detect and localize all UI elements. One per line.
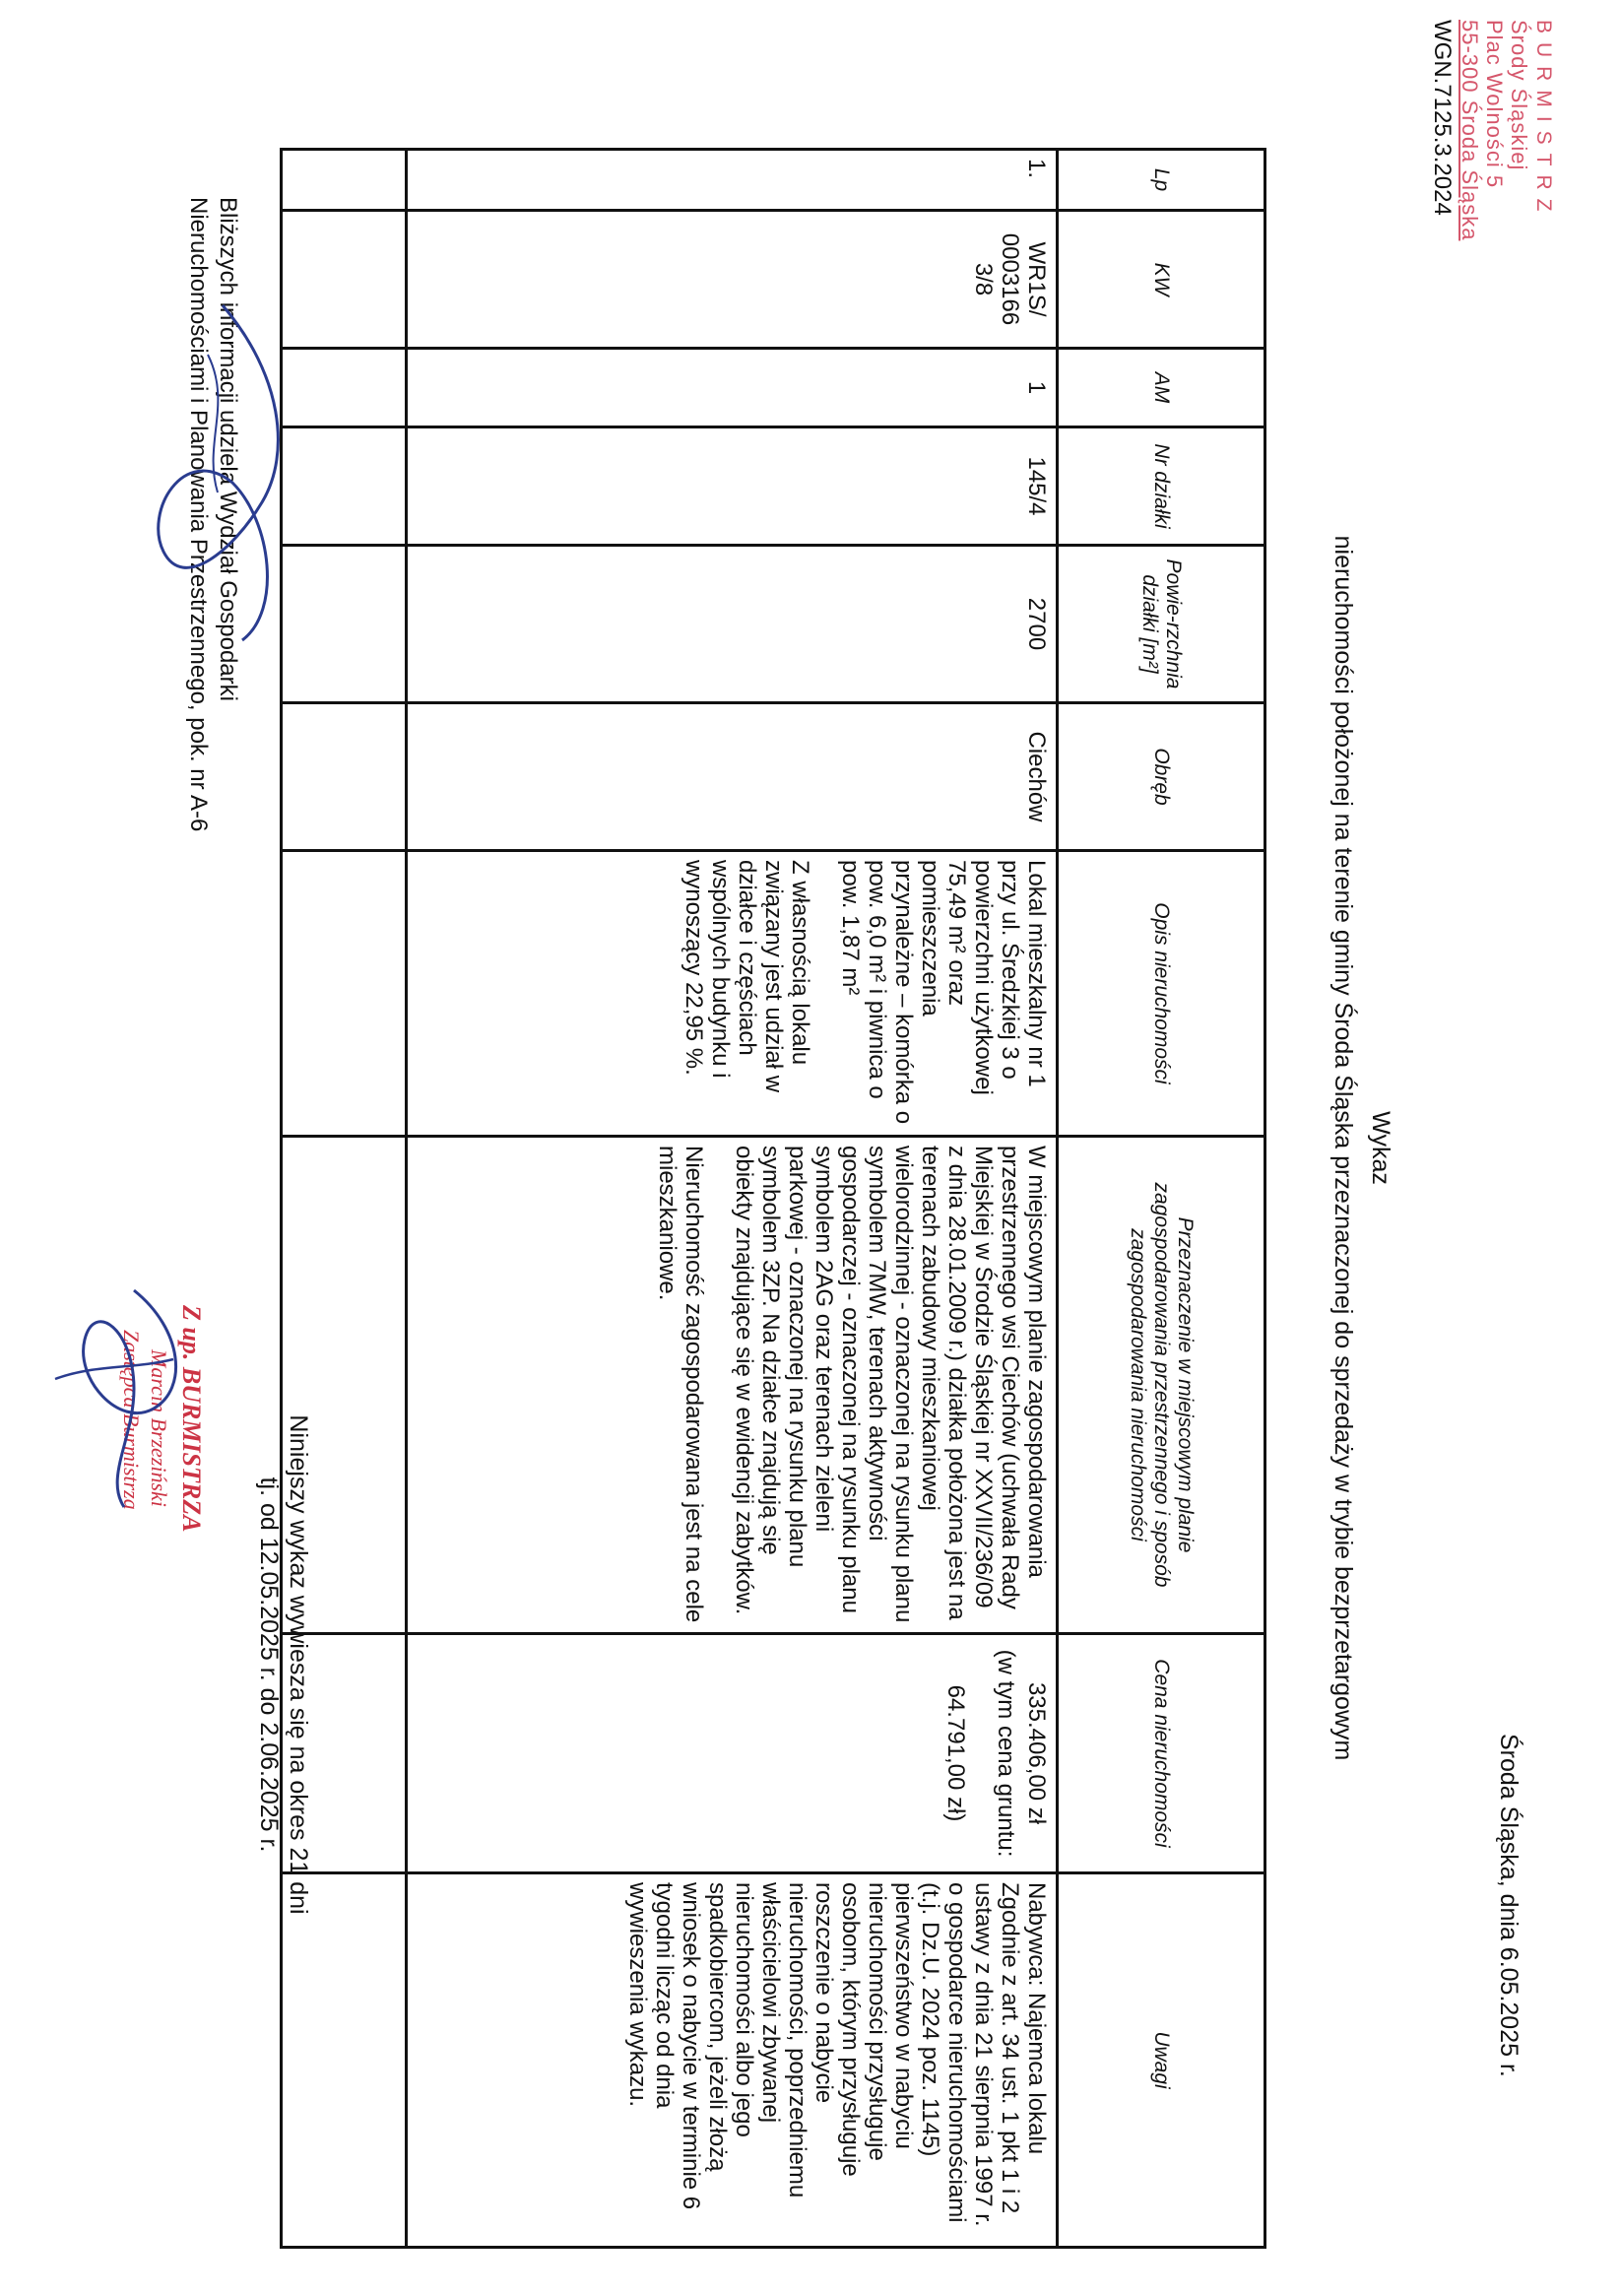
stamp-line-3: Plac Wolności 5 [1482,20,1507,189]
document-subtitle: nieruchomości położonej na terenie gminy Środa Śląska przeznaczonej do sprzedaży w trybie bezprzetargowym [1329,535,1357,1761]
cell-kw: WR1S/ 0003166 3/8 [407,211,1058,349]
cena-note: (w tym cena gruntu: [993,1649,1019,1858]
header-lp: Lp [1058,150,1265,211]
property-table [280,148,1266,2249]
stamp-line-4: 55-300 Środa Śląska [1458,20,1482,241]
opis-paragraph-1: Lokal mieszkalny nr 1 przy ul. Średzkiej 3 o powierzchni użytkowej 75,49 m² oraz pomieszczenia przynależne – komórka o pow. 6,0 m² i piwnica o pow. 1,87 m² [837,860,1050,1125]
handwritten-signature-left [144,295,301,650]
uwagi-text: Nabywca: Najemca lokalu Zgodnie z art. 34 ust. 1 pkt 1 i 2 ustawy z dnia 21 sierpnia 1997 r. o gospodarce nieruchomościami (t.j. Dz.U. 2024 poz. 1145) pierwszeństwo w nabyciu nieruchomości przysługuje osobom, którym przysługuje roszczenie o nabycie nieruchomości, poprzedniemu właścicielowi zbywanej nieruchomości albo jego spadkobiercom, jeżeli złożą wniosek o nabycie w terminie 6 tygodni licząc od dnia wywieszenia wykazu. [624,1882,1050,2227]
cell-cena [407,1634,1058,1873]
signature-stamp-line-1: Z up. BURMISTRZA [177,1305,206,1533]
opis-paragraph-2: Z własnością lokalu związany jest udział w działce i częściach wspólnych budynku i wynoszący 22,95 %. [681,860,813,1093]
document-title: Wykaz [1367,1111,1394,1185]
signature-stamp-line-2: Marcin Brzeziński [147,1349,171,1507]
handwritten-signature-right [45,1271,193,1527]
reference-number: WGN.7125.3.2024 [1429,20,1456,216]
cena-grunt: 64.791,00 zł) [942,1684,969,1822]
cell-uwagi [407,1873,1058,2248]
cell-obreb: Ciechów [407,703,1058,851]
cell-am: 1 [407,349,1058,427]
empty-cell [282,703,407,851]
signature-stamp-line-3: Zastępca Burmistrza [119,1330,144,1510]
stamp-line-1: BURMISTRZ [1532,20,1555,221]
cell-powierzchnia: 2700 [407,546,1058,703]
period-line-1: Niniejszy wykaz wywiesza się na okres 21 dni [285,1414,312,1915]
table-row [407,150,1058,2248]
stamp-line-2: Środy Śląskiej [1507,20,1531,171]
empty-cell [282,150,407,211]
empty-cell [282,851,407,1137]
display-period [254,1290,313,2039]
table-header-row [1058,150,1265,2248]
cell-lp: 1. [407,150,1058,211]
header-opis: Opis nieruchomości [1058,851,1265,1137]
header-obreb: Obręb [1058,703,1265,851]
header-powierzchnia: Powie-rzchnia działki [m²] [1058,546,1265,703]
office-stamp [1458,20,1556,240]
document-date: Środa Śląska, dnia 6.05.2025 r. [1495,1734,1523,2077]
cell-opis [407,851,1058,1137]
period-line-2: tj. od 12.05.2025 r. do 2.06.2025 r. [255,1476,283,1853]
header-am: AM [1058,349,1265,427]
info-line-2: Nieruchomościami i Planowania Przestrzennego, pok. nr A-6 [185,197,212,832]
przeznaczenie-paragraph-2: Nieruchomość zagospodarowana jest na cele mieszkaniowe. [654,1146,707,1623]
header-uwagi: Uwagi [1058,1873,1265,2248]
przeznaczenie-paragraph-1: W miejscowym planie zagospodarowania przestrzennego wsi Ciechów (uchwała Rady Miejskiej w Środzie Śląskiej nr XXVII/236/09 z dnia 28.01.2009 r.) działka położona jest na terenach zabudowy mieszkaniowej wielorodzinnej - oznaczonej na rysunku planu symbolem 7MW, terenach aktywności gospodarczej - oznaczonej na rysunku planu symbolem 2AG oraz terenach zieleni parkowej - oznaczonej na rysunku planu symbolem 3ZP. Na działce znajdują się obiekty znajdujące się w ewidencji zabytków. [731,1146,1050,1623]
header-cena: Cena nieruchomości [1058,1634,1265,1873]
cena-total: 335.406,00 zł [1023,1681,1050,1825]
cell-przeznaczenie [407,1137,1058,1634]
header-kw: KW [1058,211,1265,349]
info-line-1: Bliższych informacji udziela Wydział Gospodarki [215,197,241,701]
cell-nr-dzialki: 145/4 [407,427,1058,546]
header-nr-dzialki: Nr działki [1058,427,1265,546]
header-przeznaczenie: Przeznaczenie w miejscowym planie zagospodarowania przestrzennego i sposób zagospodarowania nieruchomości [1058,1137,1265,1634]
